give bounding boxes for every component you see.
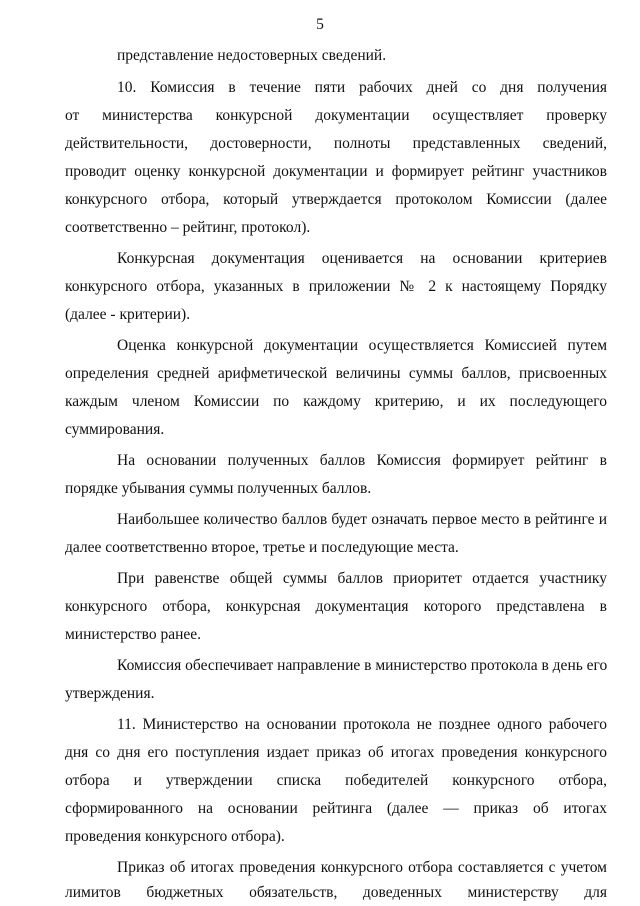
text-line: порядке убывания суммы полученных баллов.: [65, 480, 372, 497]
text-line: Оценка конкурсной документации осуществляется Комиссией путем: [117, 337, 607, 354]
text-line: министерство ранее.: [65, 626, 202, 643]
page-number: 5: [316, 16, 324, 33]
text-line: лимитов бюджетных обязательств, доведенных министерству для: [65, 884, 607, 901]
text-line: соответственно – рейтинг, протокол).: [65, 219, 311, 236]
text-line: Наибольшее количество баллов будет означать первое место в рейтинге и: [117, 511, 607, 528]
text-line: от министерства конкурсной документации осуществляет проверку: [65, 107, 607, 124]
text-line: представление недостоверных сведений.: [117, 47, 387, 64]
text-line: конкурсного отбора, который утверждается протоколом Комиссии (далее: [65, 191, 607, 208]
text-line: конкурсного отбора, указанных в приложении № 2 к настоящему Порядку: [65, 278, 607, 295]
text-line: определения средней арифметической величины суммы баллов, присвоенных: [65, 365, 607, 382]
text-line: 10. Комиссия в течение пяти рабочих дней со дня получения: [117, 79, 607, 96]
text-line: действительности, достоверности, полноты представленных сведений,: [65, 135, 607, 152]
text-line: конкурсного отбора, конкурсная документация которого представлена в: [65, 598, 607, 615]
text-line: утверждения.: [65, 685, 155, 702]
text-line: Комиссия обеспечивает направление в министерство протокола в день его: [117, 657, 608, 674]
text-line: 11. Министерство на основании протокола не позднее одного рабочего: [117, 716, 607, 733]
text-line: сформированного на основании рейтинга (далее — приказ об итогах: [65, 800, 607, 817]
text-line: Приказ об итогах проведения конкурсного отбора составляется с учетом: [117, 859, 607, 876]
text-line: проведения конкурсного отбора).: [65, 828, 285, 845]
text-line: каждым членом Комиссии по каждому критерию, и их последующего: [65, 393, 607, 410]
text-line: На основании полученных баллов Комиссия формирует рейтинг в: [117, 452, 607, 469]
text-line: далее соответственно второе, третье и последующие места.: [65, 539, 459, 556]
text-line: Конкурсная документация оценивается на основании критериев: [117, 250, 607, 267]
text-line: отбора и утверждении списка победителей конкурсного отбора,: [65, 772, 607, 789]
text-line: дня со дня его поступления издает приказ об итогах проведения конкурсного: [65, 744, 607, 761]
text-line: (далее - критерии).: [65, 306, 191, 323]
text-line: При равенстве общей суммы баллов приоритет отдается участнику: [117, 570, 607, 587]
text-line: проводит оценку конкурсной документации и формирует рейтинг участников: [65, 163, 607, 180]
text-line: суммирования.: [65, 421, 165, 438]
